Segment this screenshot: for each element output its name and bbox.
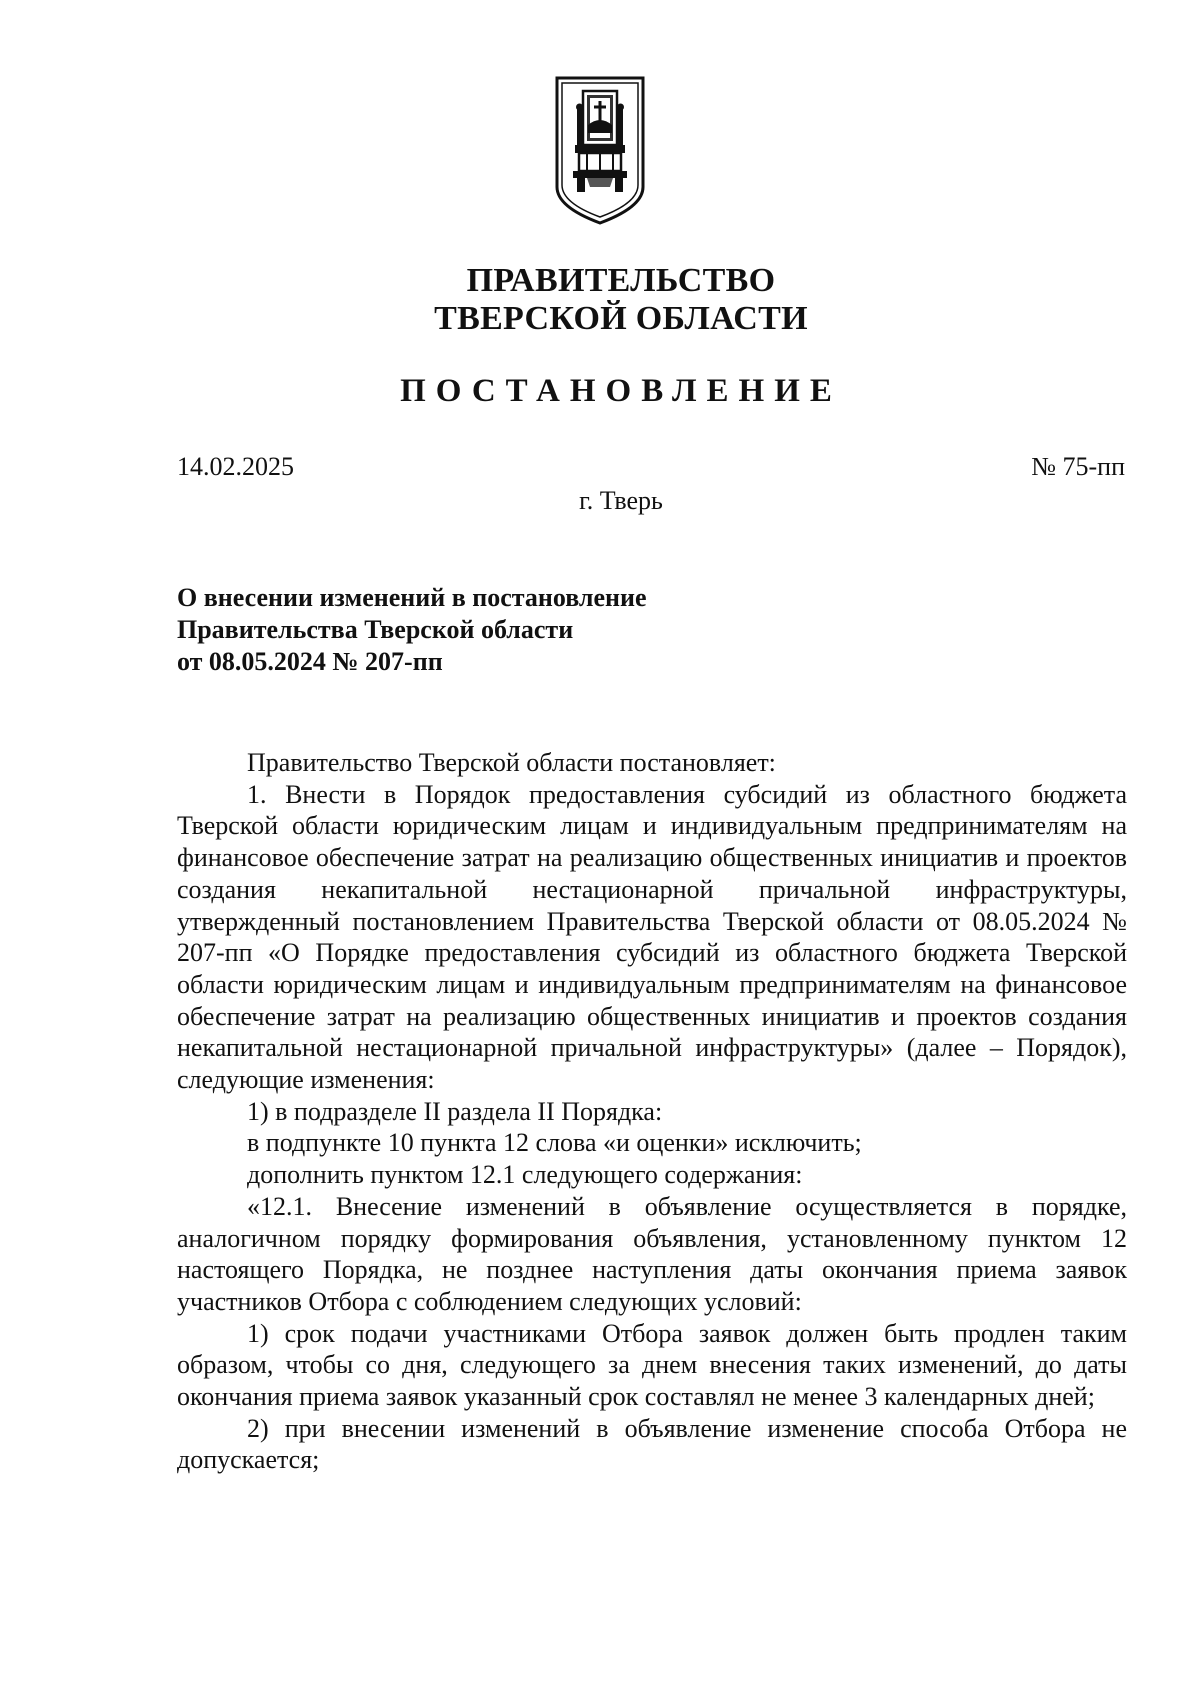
body-paragraph: Правительство Тверской области постановляет: (247, 748, 776, 777)
body-paragraph: 1) срок подачи участниками Отбора заявок должен быть продлен таким образом, чтобы со дня, следующего за днем внесения таких изменений, до даты окончания приема заявок указанный срок составлял не менее 3 календарных дней; (177, 1318, 1127, 1412)
body-paragraph: 1. Внести в Порядок предоставления субсидий из областного бюджета Тверской области юридическим лицам и индивидуальным предпринимателям на финансовое обеспечение затрат на реализацию общественных инициатив и проектов создания некапитальной нестационарной причальной инфраструктуры, утвержденный постановлением Правительства Тверской области от 08.05.2024 № 207-пп «О Порядке предоставления субсидий из областного бюджета Тверской области юридическим лицам и индивидуальным предпринимателям на финансовое обеспечение затрат на реализацию общественных инициатив и проектов создания некапитальной нестационарной причальной инфраструктуры» (далее – Порядок), следующие изменения: (177, 779, 1127, 1095)
document-body (177, 747, 1127, 1476)
body-paragraph: в подпункте 10 пункта 12 слова «и оценки» исключить; (247, 1128, 862, 1158)
document-city: г. Тверь (579, 486, 663, 515)
government-name-line-1: ПРАВИТЕЛЬСТВО (466, 262, 776, 299)
document-type-title: ПОСТАНОВЛЕНИЕ (400, 373, 842, 409)
body-paragraph: «12.1. Внесение изменений в объявление осуществляется в порядке, аналогичном порядку формирования объявления, установленному пунктом 12 настоящего Порядка, не позднее наступления даты окончания приема заявок участников Отбора с соблюдением следующих условий: (177, 1191, 1127, 1316)
subject-line-3: от 08.05.2024 № 207-пп (177, 647, 443, 676)
body-paragraph: 1) в подразделе II раздела II Порядка: (247, 1096, 663, 1126)
subject-line-1: О внесении изменений в постановление (177, 583, 647, 612)
body-paragraph: дополнить пунктом 12.1 следующего содержания: (247, 1160, 803, 1190)
document-number: № 75-пп (1031, 452, 1125, 481)
subject-line-2: Правительства Тверской области (177, 615, 574, 644)
government-name-line-2: ТВЕРСКОЙ ОБЛАСТИ (434, 300, 808, 337)
document-date: 14.02.2025 (177, 452, 294, 481)
document-subject (177, 582, 647, 678)
coat-of-arms-emblem (553, 75, 647, 227)
body-paragraph: 2) при внесении изменений в объявление изменение способа Отбора не допускается; (177, 1413, 1127, 1475)
